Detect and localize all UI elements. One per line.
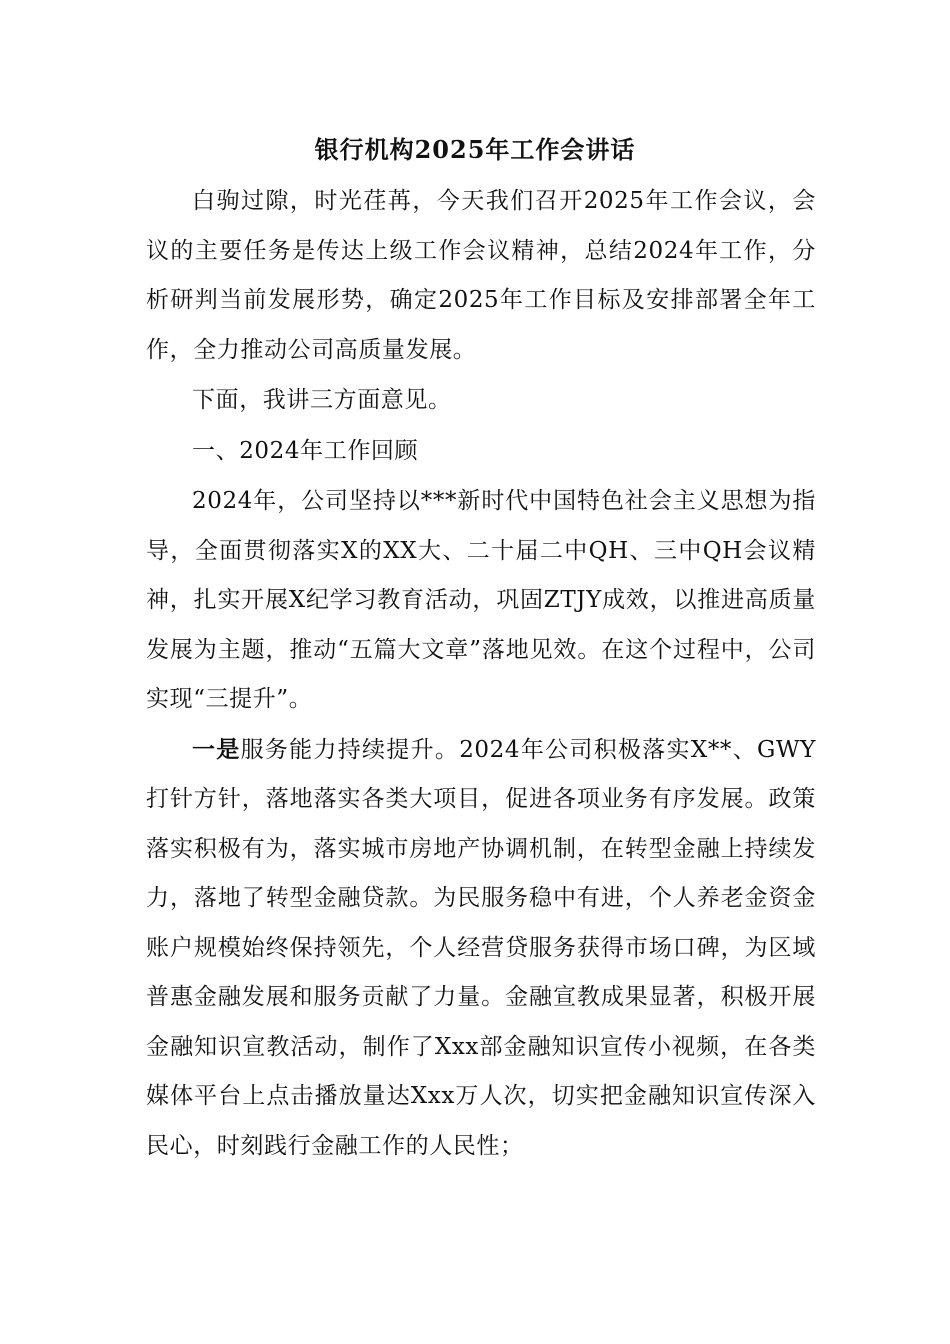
paragraph-lead: 一是 — [192, 735, 241, 763]
paragraph-text: 服务能力持续提升。2024年公司积极落实X**、GWY打针方针，落地落实各类大项目，促进各项业务有序发展。政策落实积极有为，落实城市房地产协调机制，在转型金融上持续发力，落地了转型金融贷款。为民服务稳中有进，个人养老金资金账户规模始终保持领先，个人经营贷服务获得市场口碑，为区域普惠金融发展和服务贡献了力量。金融宣教成果显著，积极开展金融知识宣教活动，制作了Xxx部金融知识宣传小视频，在各类媒体平台上点击播放量达Xxx万人次，切实把金融知识宣传深入民心，时刻践行金融工作的人民性； — [146, 736, 817, 1159]
paragraph-text: 下面，我讲三方面意见。 — [192, 387, 452, 413]
paragraph-point-one — [146, 725, 816, 1172]
paragraph-text: 一、2024年工作回顾 — [192, 437, 419, 464]
paragraph-outline — [146, 375, 816, 426]
paragraph-text: 2024年，公司坚持以***新时代中国特色社会主义思想为指导，全面贯彻落实X的XX大、二十届二中QH、三中QH会议精神，扎实开展X纪学习教育活动，巩固ZTJY成效，以推进高质量发展为主题，推动“五篇大文章”落地见效。在这个过程中，公司实现“三提升”。 — [146, 488, 816, 712]
paragraph-review — [146, 476, 816, 725]
paragraph-opening — [146, 176, 816, 375]
paragraph-text: 白驹过隙，时光荏苒，今天我们召开2025年工作会议，会议的主要任务是传达上级工作会议精神，总结2024年工作，分析研判当前发展形势，确定2025年工作目标及安排部署全年工作，全力推动公司高质量发展。 — [146, 188, 816, 363]
document-title: 银行机构2025年工作会讲话 — [314, 135, 636, 164]
section-heading — [146, 426, 816, 477]
document-body — [146, 176, 816, 1171]
